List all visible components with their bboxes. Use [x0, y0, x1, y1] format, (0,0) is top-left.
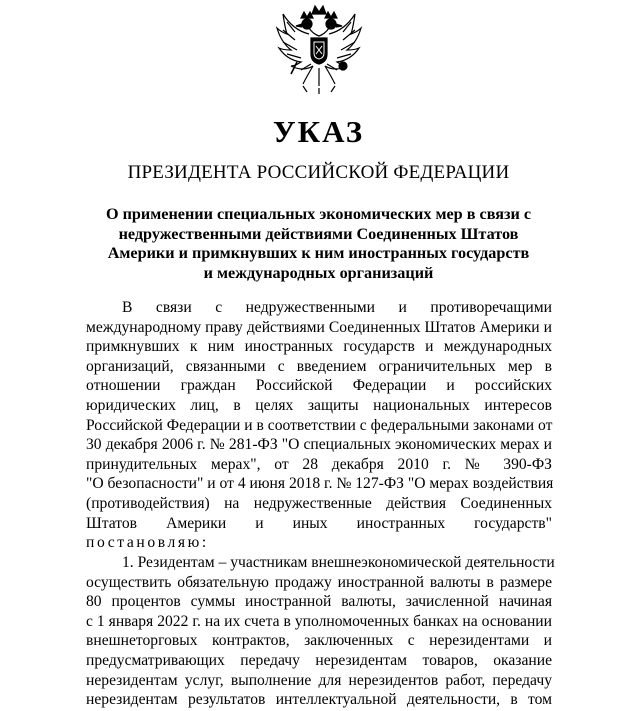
body-line: юридических лиц, в целях защиты национальных интересов: [86, 397, 552, 415]
heading-line: Америки и примкнувших к ним иностранных государств: [107, 244, 530, 262]
body-line: международному праву действиями Соединенных Штатов Америки и: [86, 318, 552, 336]
body-line: осуществить обязательную продажу иностранной валюты в размере: [86, 573, 552, 591]
body-line: внешнеторговых контрактов, заключенных с нерезидентами и: [86, 632, 552, 650]
coat-of-arms-icon: [273, 4, 365, 98]
body-line: Штатов Америки и иных иностранных государств": [86, 514, 552, 532]
body-line: отношении граждан Российской Федерации и российских: [86, 377, 552, 395]
body-line: Российской Федерации и в соответствии с федеральными законами от: [86, 416, 553, 434]
decree-heading: [90, 205, 547, 283]
decree-subtitle: ПРЕЗИДЕНТА РОССИЙСКОЙ ФЕДЕРАЦИИ: [127, 162, 510, 183]
body-line: "О безопасности" и от 4 июня 2018 г. № 127-ФЗ "О мерах воздействия: [86, 475, 554, 493]
heading-line: и международных организаций: [203, 263, 434, 282]
heading-line: О применении специальных экономических мер в связи с: [105, 205, 532, 223]
heading-line: недружественными действиями Соединенных Штатов: [118, 224, 519, 243]
decree-title: УКАЗ: [272, 114, 365, 149]
body-line: 30 декабря 2006 г. № 281-ФЗ "О специальных экономических мерах и: [86, 436, 552, 454]
body-line: организаций, связанными с введением ограничительных мер в: [86, 357, 552, 375]
body-line: В связи с недружественными и противоречащими: [122, 299, 552, 316]
body-line: принудительных мерах", от 28 декабря 2010 г. № 390-ФЗ: [86, 455, 552, 473]
body-line: 80 процентов суммы иностранной валюты, зачисленной начиная: [86, 593, 552, 611]
body-line-postanovlyayu: постановляю:: [86, 534, 209, 552]
body-line: 1. Резидентам – участникам внешнеэкономической деятельности: [122, 553, 555, 571]
body-line: предусматривающих передачу нерезидентам товаров, оказание: [86, 651, 552, 669]
body-line: (противодействия) на недружественные действия Соединенных: [86, 495, 552, 513]
decree-body: [86, 298, 555, 710]
body-line: с 1 января 2022 г. на их счета в уполномоченных банках на основании: [86, 612, 552, 630]
body-line: нерезидентам результатов интеллектуальной деятельности, в том: [86, 691, 552, 709]
body-line: нерезидентам услуг, выполнение для нерезидентов работ, передачу: [86, 671, 552, 689]
body-line: примкнувших к ним иностранных государств и международных: [86, 338, 552, 356]
